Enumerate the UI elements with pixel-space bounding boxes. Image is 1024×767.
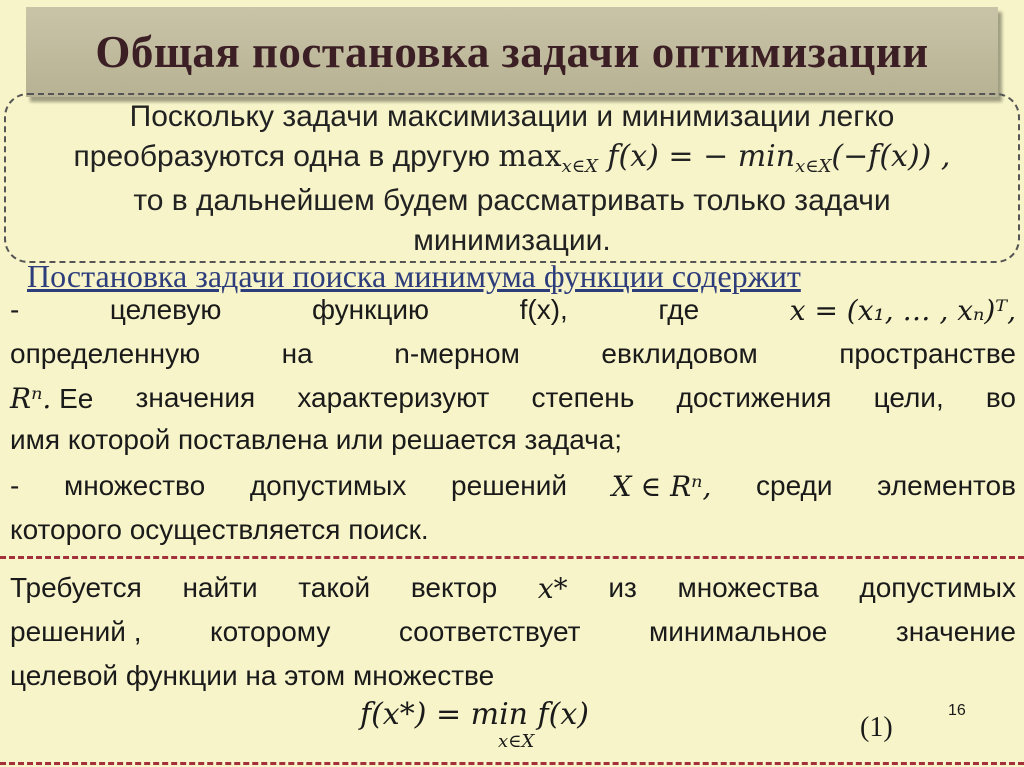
item1-line3: Rⁿ. Ее значения характеризуют степень достижения цели, во bbox=[10, 382, 1016, 415]
divider-top bbox=[0, 556, 1024, 559]
item1-line4: имя которой поставлена или решается задача; bbox=[10, 424, 623, 455]
requirement-line1: Требуется найти такой вектор x* из множества допустимых bbox=[10, 572, 1016, 605]
intro-line-2-text: преобразуются одна в другую bbox=[73, 140, 490, 173]
subheading: Постановка задачи поиска минимума функции содержит bbox=[27, 258, 801, 294]
formula bbox=[360, 697, 589, 752]
requirement-line2: решений , которому соответствует минимальное значение bbox=[10, 616, 1016, 647]
equation-number: (1) bbox=[860, 712, 893, 743]
formula-main: f(x*) = min f(x) bbox=[360, 697, 589, 732]
max-formula: $\max_{x\in X} f(x)$ = − $\min_{x\in X}(-f(x))$ , bbox=[498, 139, 951, 177]
page-number: 16 bbox=[948, 702, 966, 719]
divider-bottom bbox=[0, 762, 1024, 765]
title-bar bbox=[26, 7, 998, 97]
slide-title: Общая постановка задачи оптимизации bbox=[95, 27, 929, 77]
intro-box bbox=[4, 93, 1020, 263]
item1-line1: - целевую функцию f(x), где x = (x₁, … , xₙ)ᵀ, bbox=[10, 294, 1016, 327]
item2-line2: которого осуществляется поиск. bbox=[10, 514, 429, 545]
item1-line2: определенную на n-мерном евклидовом пространстве bbox=[10, 338, 1016, 369]
intro-line-3: то в дальнейшем будем рассматривать только задачи bbox=[133, 184, 891, 217]
intro-line-1: Поскольку задачи максимизации и минимизации легко bbox=[129, 100, 895, 133]
requirement-line3: целевой функции на этом множестве bbox=[10, 660, 495, 691]
formula-sub: x∈X bbox=[498, 731, 535, 752]
intro-line-4: минимизации. bbox=[413, 224, 611, 257]
item2-line1: - множество допустимых решений X ∈ Rⁿ, среди элементов bbox=[10, 470, 1016, 503]
